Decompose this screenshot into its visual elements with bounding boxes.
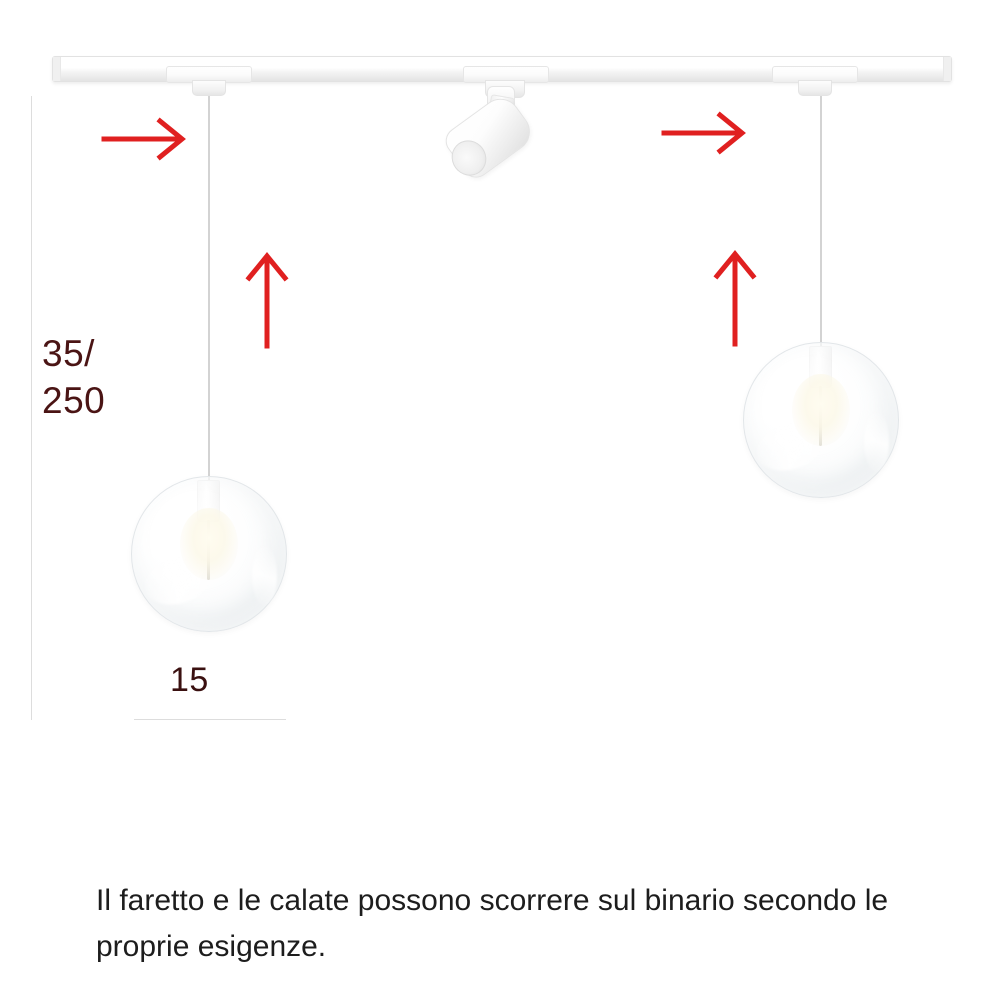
adapter-body	[798, 80, 832, 96]
globe-highlight	[252, 545, 277, 607]
height-dimension-label-line2: 250	[42, 380, 106, 421]
diagram-caption: Il faretto e le calate possono scorrere sul binario secondo le proprie esigenze.	[96, 884, 889, 963]
arrow-right-icon	[100, 116, 210, 162]
height-dimension-label	[42, 330, 105, 424]
spotlight-head	[440, 91, 538, 183]
height-dimension-label-line1: 35/	[42, 333, 95, 374]
arrow-up-left-pendant	[244, 250, 290, 350]
pendant-cable-right	[820, 96, 822, 354]
arrow-up-icon	[712, 248, 758, 348]
track-adapter-right-pendant	[772, 66, 858, 98]
track-end-cap-right	[943, 57, 951, 81]
arrow-right-right-adapter	[660, 110, 770, 156]
diameter-dimension-label: 15	[170, 661, 209, 699]
pendant-filament-glow-left	[180, 508, 238, 580]
arrow-up-right-pendant	[712, 248, 758, 348]
globe-highlight	[864, 411, 889, 473]
arrow-right-left-adapter	[100, 116, 210, 162]
pendant-filament-glow-right	[792, 374, 850, 446]
arrow-up-icon	[244, 250, 290, 350]
adapter-body	[192, 80, 226, 96]
arrow-right-icon	[660, 110, 770, 156]
track-adapter-left-pendant	[166, 66, 252, 98]
diameter-dimension-line	[134, 719, 286, 720]
track-end-cap-left	[53, 57, 61, 81]
height-dimension-line	[31, 96, 32, 720]
